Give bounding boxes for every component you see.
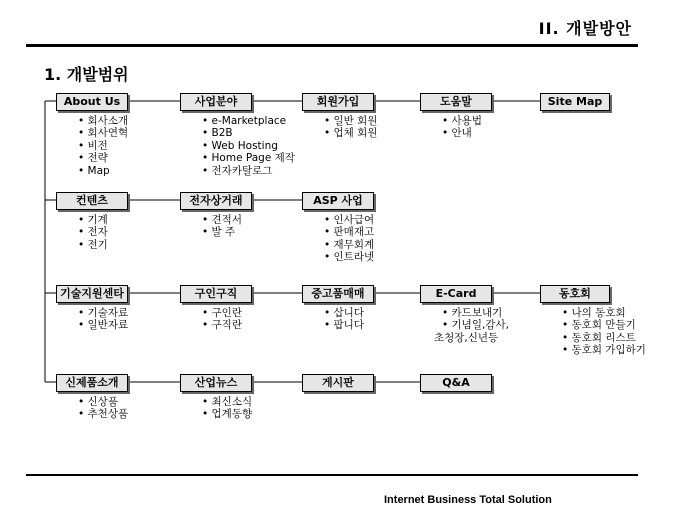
list-item: • 전략 [78, 152, 128, 164]
list-item: • e-Marketplace [202, 115, 295, 127]
list-item: • 팝니다 [324, 319, 364, 331]
list-item: • 인트라넷 [324, 251, 374, 263]
node-box: 게시판 [302, 374, 374, 392]
list-item: • 카드보내기 [442, 307, 509, 319]
node-box: 구인구직 [180, 285, 252, 303]
node-items [202, 214, 242, 239]
list-item: • 일반 회원 [324, 115, 377, 127]
list-item: • 전자카탈로그 [202, 165, 295, 177]
list-item: • 나의 동호회 [562, 307, 646, 319]
node-box: ASP 사업 [302, 192, 374, 210]
node-box: Q&A [420, 374, 492, 392]
list-item: • 동호회 리스트 [562, 332, 646, 344]
list-item: • 견적서 [202, 214, 242, 226]
node-box: 도움말 [420, 93, 492, 111]
list-item: • Map [78, 165, 128, 177]
node-box: 동호회 [540, 285, 610, 303]
section-title: II. 개발방안 [538, 19, 632, 38]
list-item: • 구직란 [202, 319, 242, 331]
list-item: • Home Page 제작 [202, 152, 295, 164]
node-box: 신제품소개 [56, 374, 128, 392]
node-box: 컨텐츠 [56, 192, 128, 210]
list-item: • 추천상품 [78, 408, 128, 420]
list-item: • 기념일,감사, [442, 319, 509, 331]
page-heading: 1. 개발범위 [44, 65, 129, 84]
node-items [78, 214, 108, 251]
list-item: • 안내 [442, 127, 482, 139]
node-items [562, 307, 646, 357]
node-box: 중고품매매 [302, 285, 374, 303]
node-box: 사업분야 [180, 93, 252, 111]
list-item: • 발 주 [202, 226, 242, 238]
list-item: • 재무회계 [324, 239, 374, 251]
list-item: • 동호회 가입하기 [562, 344, 646, 356]
list-item: • 신상품 [78, 396, 128, 408]
list-item: • 기계 [78, 214, 108, 226]
node-items [324, 307, 364, 332]
list-item: • 사용법 [442, 115, 482, 127]
list-item: • 업계동향 [202, 408, 252, 420]
node-box: 산업뉴스 [180, 374, 252, 392]
node-items [202, 396, 252, 421]
node-items [324, 115, 377, 140]
list-item: • 기술자료 [78, 307, 128, 319]
node-items [434, 307, 509, 344]
list-item: • 업체 회원 [324, 127, 377, 139]
list-item: • 전자 [78, 226, 108, 238]
list-item: • 전기 [78, 239, 108, 251]
list-item: • 인사급여 [324, 214, 374, 226]
footer-text: Internet Business Total Solution [384, 494, 552, 506]
list-item: • 회사소개 [78, 115, 128, 127]
node-items [202, 307, 242, 332]
list-item: • 구인란 [202, 307, 242, 319]
list-item: • 삽니다 [324, 307, 364, 319]
list-item: • 동호회 만들기 [562, 319, 646, 331]
node-items [442, 115, 482, 140]
list-item: • B2B [202, 127, 295, 139]
list-item: 초청장,신년등 [434, 331, 499, 344]
list-item: • 판매재고 [324, 226, 374, 238]
list-item: • 회사연혁 [78, 127, 128, 139]
node-items [78, 307, 128, 332]
node-items [202, 115, 295, 177]
node-items [78, 396, 128, 421]
list-item: • 비전 [78, 140, 128, 152]
node-items [324, 214, 374, 264]
node-box: 회원가입 [302, 93, 374, 111]
list-item: • 일반자료 [78, 319, 128, 331]
node-box: 기술지원센타 [56, 285, 128, 303]
bottom-rule [26, 474, 638, 476]
node-box: About Us [56, 93, 128, 111]
node-box: E-Card [420, 285, 492, 303]
list-item: • 최신소식 [202, 396, 252, 408]
node-box: 전자상거래 [180, 192, 252, 210]
node-items [78, 115, 128, 177]
node-box: Site Map [540, 93, 610, 111]
list-item: • Web Hosting [202, 140, 295, 152]
